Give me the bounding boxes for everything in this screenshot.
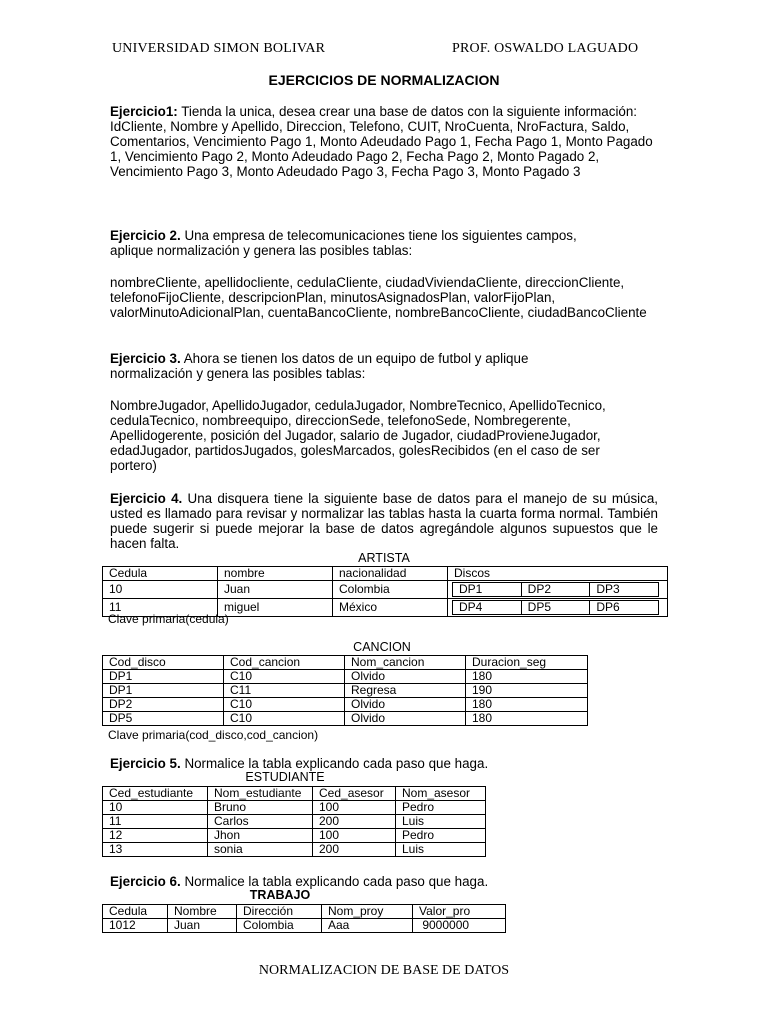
table-header-cell: nombre — [218, 567, 333, 581]
ejercicio-3-label: Ejercicio 3. — [110, 351, 181, 366]
ejercicio-4-text: Una disquera tiene la siguiente base de datos para el manejo de su música, usted es llamado para revisar y normalizar las tablas hasta la cuarta forma normal. También puede sugerir si puede mejorar la base de datos agregándole algunos supuestos que le hacen falta. — [110, 491, 658, 551]
table-cell: DP1 — [103, 670, 224, 684]
table-header-cell: nacionalidad — [333, 567, 448, 581]
table-row — [103, 919, 506, 933]
table-header-row — [103, 656, 588, 670]
estudiante-table — [102, 786, 486, 857]
table-header-cell: Cod_cancion — [224, 656, 345, 670]
ejercicio-2-fields: nombreCliente, apellidocliente, cedulaCliente, ciudadViviendaCliente, direccionCliente, telefonoFijoCliente, descripcionPlan, minutosAsignadosPlan, valorFijoPlan, valorMinutoAdicionalPlan, cuentaBancoCliente, nombreBancoCliente, ciudadBancoCliente — [110, 275, 647, 320]
table-cell: Jhon — [208, 829, 313, 843]
table-cell: 11 — [103, 599, 218, 617]
table-header-cell: Nom_estudiante — [208, 787, 313, 801]
table-header-cell: Cod_disco — [103, 656, 224, 670]
table-cell: Carlos — [208, 815, 313, 829]
table-header-cell: Nombre — [168, 905, 237, 919]
table-cell: 200 — [313, 815, 396, 829]
table-cell: C10 — [224, 712, 345, 726]
table-header-cell: Ced_asesor — [313, 787, 396, 801]
ejercicio-5-label: Ejercicio 5. — [110, 756, 181, 771]
disco-cell: DP2 — [521, 583, 590, 597]
table-cell: 180 — [466, 698, 588, 712]
ejercicio-6 — [110, 874, 658, 889]
table-cell: Olvido — [345, 670, 466, 684]
header-university: UNIVERSIDAD SIMON BOLIVAR — [112, 41, 326, 56]
table-cell: 10 — [103, 801, 208, 815]
table-cell: C10 — [224, 670, 345, 684]
cancion-note: Clave primaria(cod_disco,cod_cancion) — [108, 728, 319, 742]
ejercicio-6-text: Normalice la tabla explicando cada paso que haga. — [180, 874, 489, 889]
table-cell: 190 — [466, 684, 588, 698]
table-cell: 11 — [103, 815, 208, 829]
table-cell: sonia — [208, 843, 313, 857]
table-header-cell: Cedula — [103, 905, 168, 919]
trabajo-caption: TRABAJO — [249, 888, 311, 902]
cancion-caption: CANCION — [353, 640, 411, 654]
ejercicio-3-fields: NombreJugador, ApellidoJugador, cedulaJugador, NombreTecnico, ApellidoTecnico, cedulaTecnico, nombreequipo, direccionSede, telefonoSede, Nombregerente, Apellidogerente, posición del Jugador, salario de Jugador, ciudadProvieneJugador, edadJugador, partidosJugados, golesMarcados, golesRecibidos (en el caso de ser portero) — [110, 398, 606, 473]
table-cell: Bruno — [208, 801, 313, 815]
ejercicio-4 — [110, 491, 658, 551]
disco-cell: DP6 — [590, 601, 659, 615]
table-row — [103, 684, 588, 698]
table-cell: Juan — [168, 919, 237, 933]
ejercicio-5-text: Normalice la tabla explicando cada paso que haga. — [180, 756, 489, 771]
table-header-cell: Valor_pro — [413, 905, 506, 919]
table-row — [103, 843, 486, 857]
table-cell: 9000000 — [413, 919, 506, 933]
table-row — [103, 698, 588, 712]
ejercicio-2-text: Una empresa de telecomunicaciones tiene los siguientes campos, aplique normalización y genera las posibles tablas: — [110, 228, 577, 258]
trabajo-table — [102, 904, 506, 933]
table-header-cell: Dirección — [237, 905, 322, 919]
table-cell: DP5 — [103, 712, 224, 726]
table-cell: 1012 — [103, 919, 168, 933]
disco-cell: DP5 — [521, 601, 590, 615]
ejercicio-2 — [110, 228, 610, 258]
ejercicio-4-label: Ejercicio 4. — [110, 491, 183, 506]
table-cell: 13 — [103, 843, 208, 857]
table-cell: 180 — [466, 670, 588, 684]
page-footer: NORMALIZACION DE BASE DE DATOS — [258, 963, 510, 978]
cancion-table — [102, 655, 588, 726]
table-cell: Pedro — [396, 829, 486, 843]
ejercicio-5 — [110, 756, 658, 771]
header-professor: PROF. OSWALDO LAGUADO — [452, 41, 639, 56]
discos-inner-table — [452, 582, 659, 597]
table-cell: 200 — [313, 843, 396, 857]
table-header-cell: Ced_estudiante — [103, 787, 208, 801]
ejercicio-3-text: Ahora se tienen los datos de un equipo de futbol y aplique normalización y genera las posibles tablas: — [110, 351, 529, 381]
disco-cell: DP1 — [453, 583, 522, 597]
disco-cell: DP4 — [453, 601, 522, 615]
table-row — [103, 581, 668, 599]
table-header-cell: Nom_proy — [322, 905, 413, 919]
table-header-row — [103, 567, 668, 581]
table-cell: Pedro — [396, 801, 486, 815]
table-cell: 10 — [103, 581, 218, 599]
table-cell: México — [333, 599, 448, 617]
table-header-cell: Cedula — [103, 567, 218, 581]
table-cell: 100 — [313, 829, 396, 843]
table-row — [103, 815, 486, 829]
artista-caption: ARTISTA — [358, 551, 410, 565]
ejercicio-2-label: Ejercicio 2. — [110, 228, 181, 243]
ejercicio-1-label: Ejercicio1: — [110, 104, 178, 119]
table-cell: Aaa — [322, 919, 413, 933]
discos-cell — [448, 599, 668, 617]
ejercicio-3 — [110, 351, 550, 381]
disco-cell: DP3 — [590, 583, 659, 597]
table-cell: Luis — [396, 843, 486, 857]
artista-table — [102, 566, 668, 617]
table-cell: C10 — [224, 698, 345, 712]
table-cell: Luis — [396, 815, 486, 829]
table-cell: 180 — [466, 712, 588, 726]
table-header-cell: Duracion_seg — [466, 656, 588, 670]
table-header-cell: Nom_cancion — [345, 656, 466, 670]
table-cell: 12 — [103, 829, 208, 843]
table-cell: Olvido — [345, 712, 466, 726]
table-header-row — [103, 905, 506, 919]
table-cell: Juan — [218, 581, 333, 599]
table-cell: Colombia — [237, 919, 322, 933]
ejercicio-1 — [110, 104, 658, 179]
discos-cell — [448, 581, 668, 599]
artista-note: Clave primaria(cedula) — [108, 612, 229, 626]
table-header-row — [103, 787, 486, 801]
table-header-cell: Discos — [448, 567, 668, 581]
table-cell: C11 — [224, 684, 345, 698]
table-cell: Colombia — [333, 581, 448, 599]
table-row — [103, 801, 486, 815]
table-cell: DP2 — [103, 698, 224, 712]
discos-inner-table — [452, 600, 659, 615]
page-title: EJERCICIOS DE NORMALIZACION — [268, 72, 500, 88]
table-row — [103, 712, 588, 726]
table-header-cell: Nom_asesor — [396, 787, 486, 801]
ejercicio-1-fields: IdCliente, Nombre y Apellido, Direccion, Telefono, CUIT, NroCuenta, NroFactura, Saldo, Comentarios, Vencimiento Pago 1, Monto Adeudado Pago 1, Fecha Pago 1, Monto Pagado 1, Vencimiento Pago 2, Monto Adeudado Pago 2, Fecha Pago 2, Monto Pagado 2, Vencimiento Pago 3, Monto Adeudado Pago 3, Fecha Pago 3, Monto Pagado 3 — [110, 119, 653, 179]
ejercicio-6-label: Ejercicio 6. — [110, 874, 181, 889]
table-row — [103, 670, 588, 684]
table-cell: Olvido — [345, 698, 466, 712]
table-cell: miguel — [218, 599, 333, 617]
estudiante-caption: ESTUDIANTE — [245, 770, 325, 784]
table-row — [103, 829, 486, 843]
ejercicio-1-text: Tienda la unica, desea crear una base de datos con la siguiente información: — [177, 104, 638, 119]
table-cell: Regresa — [345, 684, 466, 698]
table-cell: 100 — [313, 801, 396, 815]
table-cell: DP1 — [103, 684, 224, 698]
